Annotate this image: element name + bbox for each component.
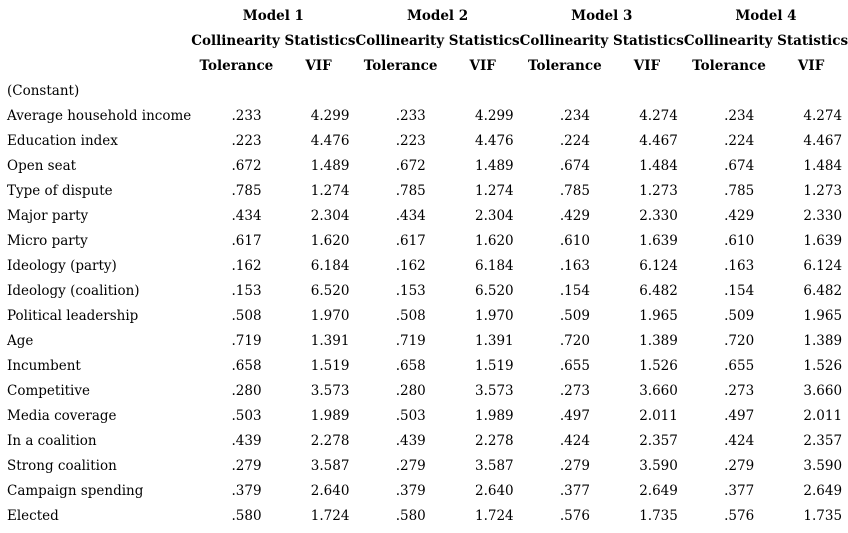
vif-value: 1.989	[310, 408, 350, 424]
tolerance-value: .658	[231, 358, 262, 374]
tolerance-value: .162	[395, 258, 426, 274]
tolerance-value: .273	[559, 383, 590, 399]
vif-value: 2.357	[639, 433, 678, 449]
tolerance-value: .617	[395, 233, 426, 249]
table-row	[0, 404, 848, 429]
tolerance-value: .785	[395, 183, 426, 199]
tolerance-value: .719	[395, 333, 426, 349]
tolerance-header: Tolerance	[527, 58, 602, 74]
variable-label: Average household income	[7, 108, 192, 124]
tolerance-value: .223	[231, 133, 262, 149]
table-row	[0, 154, 848, 179]
vif-value: 2.330	[639, 208, 678, 224]
vif-value	[446, 79, 520, 104]
tolerance-value: .497	[724, 408, 755, 424]
tolerance-value: .234	[724, 108, 755, 124]
vif-value: 4.476	[310, 133, 350, 149]
tolerance-value: .162	[231, 258, 262, 274]
vif-value: 6.520	[310, 283, 350, 299]
tolerance-value: .279	[395, 458, 426, 474]
table-row	[0, 429, 848, 454]
tolerance-value: .720	[559, 333, 590, 349]
model-2-header: Model 2	[406, 8, 469, 24]
table-row	[0, 279, 848, 304]
tolerance-value: .785	[559, 183, 590, 199]
tolerance-value: .223	[395, 133, 426, 149]
table-body	[0, 79, 848, 529]
vif-value: 1.489	[475, 158, 514, 174]
table-row	[0, 379, 848, 404]
tolerance-value	[684, 79, 774, 104]
vif-value: 6.520	[475, 283, 514, 299]
vif-value: 1.391	[475, 333, 514, 349]
tolerance-value: .580	[231, 508, 262, 524]
vif-value: 6.482	[639, 283, 678, 299]
tolerance-value: .163	[724, 258, 755, 274]
variable-label: Incumbent	[7, 358, 81, 374]
vif-value: 4.299	[475, 108, 514, 124]
vif-value: 4.467	[639, 133, 678, 149]
tolerance-value: .434	[231, 208, 262, 224]
vif-value: 4.467	[803, 133, 843, 149]
tolerance-value: .224	[724, 133, 755, 149]
vif-value: 1.989	[475, 408, 514, 424]
vif-header: VIF	[797, 58, 825, 74]
table-row	[0, 229, 848, 254]
vif-value: 1.274	[310, 183, 350, 199]
tolerance-value: .785	[724, 183, 755, 199]
tolerance-value: .279	[231, 458, 262, 474]
tolerance-value: .234	[559, 108, 590, 124]
tolerance-value: .672	[395, 158, 426, 174]
vif-value: 1.526	[803, 358, 843, 374]
variable-label: Type of dispute	[7, 183, 113, 199]
variable-label: Competitive	[7, 383, 90, 399]
tolerance-value: .509	[559, 308, 590, 324]
tolerance-value: .655	[724, 358, 755, 374]
vif-value: 3.587	[475, 458, 514, 474]
table-row	[0, 79, 848, 104]
tolerance-value: .224	[559, 133, 590, 149]
tolerance-value: .429	[724, 208, 755, 224]
table-row	[0, 304, 848, 329]
tolerance-value: .610	[724, 233, 755, 249]
vif-value: 3.590	[639, 458, 678, 474]
tolerance-header: Tolerance	[692, 58, 766, 74]
tolerance-value: .503	[231, 408, 262, 424]
model-header-row	[0, 4, 848, 29]
vif-value: 1.519	[475, 358, 514, 374]
vif-value: 4.299	[310, 108, 350, 124]
tolerance-value: .429	[559, 208, 590, 224]
tolerance-value: .439	[395, 433, 426, 449]
tolerance-value	[355, 79, 445, 104]
vif-value: 6.124	[803, 258, 843, 274]
vif-value: 3.660	[803, 383, 843, 399]
tolerance-value: .434	[395, 208, 426, 224]
tolerance-value: .576	[559, 508, 590, 524]
variable-label: Elected	[7, 508, 59, 524]
vif-value: 1.274	[475, 183, 514, 199]
tolerance-value: .233	[395, 108, 426, 124]
vif-value: 2.278	[310, 433, 350, 449]
vif-value: 6.124	[639, 258, 678, 274]
tolerance-value: .279	[559, 458, 590, 474]
tolerance-value: .720	[724, 333, 755, 349]
vif-value	[774, 79, 848, 104]
tolerance-value: .503	[395, 408, 426, 424]
vif-value: 2.640	[310, 483, 350, 499]
tolerance-value: .153	[231, 283, 262, 299]
table-row	[0, 504, 848, 529]
model-4-header: Model 4	[735, 8, 797, 24]
tolerance-value: .617	[231, 233, 262, 249]
vif-value: 1.639	[803, 233, 843, 249]
variable-label: Strong coalition	[7, 458, 117, 474]
vif-value: 3.587	[310, 458, 350, 474]
tolerance-value: .509	[724, 308, 755, 324]
collinearity-table	[0, 4, 848, 529]
tolerance-value: .280	[395, 383, 426, 399]
vif-value: 1.970	[310, 308, 350, 324]
vif-value: 2.011	[639, 408, 678, 424]
vif-value: 6.184	[475, 258, 514, 274]
vif-value: 1.484	[639, 158, 678, 174]
vif-value: 1.735	[803, 508, 843, 524]
tolerance-value: .279	[724, 458, 755, 474]
tolerance-value: .655	[559, 358, 590, 374]
vif-value: 1.639	[639, 233, 678, 249]
tolerance-value: .379	[395, 483, 426, 499]
tolerance-header: Tolerance	[199, 58, 274, 74]
stat-group-header: Collinearity Statistics	[519, 33, 684, 49]
variable-label: Education index	[7, 133, 118, 149]
variable-label: (Constant)	[7, 83, 80, 99]
vif-value: 1.391	[310, 333, 350, 349]
tolerance-value: .658	[395, 358, 426, 374]
tolerance-value: .153	[395, 283, 426, 299]
tolerance-value: .280	[231, 383, 262, 399]
tolerance-value: .674	[724, 158, 755, 174]
tolerance-value: .674	[559, 158, 590, 174]
vif-header: VIF	[305, 58, 332, 74]
vif-value: 2.011	[803, 408, 843, 424]
vif-value: 4.476	[475, 133, 514, 149]
subheader-row	[0, 54, 848, 79]
tolerance-value: .580	[395, 508, 426, 524]
vif-header: VIF	[469, 58, 496, 74]
variable-label: Ideology (party)	[7, 258, 117, 274]
vif-value: 1.526	[639, 358, 678, 374]
tolerance-value: .424	[724, 433, 755, 449]
tolerance-value: .497	[559, 408, 590, 424]
tolerance-value: .377	[724, 483, 755, 499]
tolerance-value: .154	[559, 283, 590, 299]
table-row	[0, 354, 848, 379]
vif-value: 2.304	[310, 208, 350, 224]
tolerance-value: .154	[724, 283, 755, 299]
vif-value: 1.620	[475, 233, 514, 249]
tolerance-value: .233	[231, 108, 262, 124]
vif-value: 1.965	[639, 308, 678, 324]
tolerance-value: .508	[395, 308, 426, 324]
vif-value: 2.330	[803, 208, 843, 224]
vif-value: 2.640	[475, 483, 514, 499]
tolerance-value: .719	[231, 333, 262, 349]
variable-label: Campaign spending	[7, 483, 144, 499]
vif-value: 1.484	[803, 158, 843, 174]
variable-label: Micro party	[7, 233, 88, 249]
vif-value: 3.660	[639, 383, 678, 399]
table-row	[0, 454, 848, 479]
vif-value: 1.724	[475, 508, 514, 524]
vif-value: 1.735	[639, 508, 678, 524]
table-row	[0, 479, 848, 504]
vif-value: 4.274	[803, 108, 843, 124]
vif-value: 6.184	[310, 258, 350, 274]
variable-label: In a coalition	[7, 433, 97, 449]
model-1-header: Model 1	[242, 8, 304, 24]
vif-value	[282, 79, 356, 104]
vif-value: 1.273	[639, 183, 678, 199]
tolerance-value: .439	[231, 433, 262, 449]
tolerance-value: .163	[559, 258, 590, 274]
stat-group-header-row	[0, 29, 848, 54]
stat-group-header: Collinearity Statistics	[355, 33, 520, 49]
vif-value: 3.573	[310, 383, 350, 399]
vif-value: 2.649	[639, 483, 678, 499]
table-row	[0, 104, 848, 129]
table-row	[0, 204, 848, 229]
tolerance-value	[191, 79, 281, 104]
variable-label: Age	[7, 333, 34, 349]
tolerance-value: .508	[231, 308, 262, 324]
corner-cell	[0, 4, 191, 29]
corner-cell	[0, 29, 191, 54]
stat-group-header: Collinearity Statistics	[683, 33, 848, 49]
vif-value: 2.649	[803, 483, 843, 499]
vif-value	[610, 79, 684, 104]
tolerance-header: Tolerance	[363, 58, 438, 74]
table-row	[0, 254, 848, 279]
table-row	[0, 129, 848, 154]
vif-value: 3.573	[475, 383, 514, 399]
tolerance-value: .785	[231, 183, 262, 199]
stat-group-header: Collinearity Statistics	[191, 33, 356, 49]
vif-value: 4.274	[639, 108, 678, 124]
model-3-header: Model 3	[571, 8, 633, 24]
vif-value: 2.357	[803, 433, 843, 449]
corner-cell	[0, 54, 191, 79]
table-row	[0, 329, 848, 354]
vif-value: 2.304	[475, 208, 514, 224]
tolerance-value: .576	[724, 508, 755, 524]
vif-header: VIF	[633, 58, 661, 74]
variable-label: Media coverage	[7, 408, 117, 424]
variable-label: Major party	[7, 208, 89, 224]
variable-label: Ideology (coalition)	[7, 283, 140, 299]
vif-value: 1.389	[639, 333, 678, 349]
vif-value: 1.389	[803, 333, 843, 349]
tolerance-value	[520, 79, 610, 104]
vif-value: 1.970	[475, 308, 514, 324]
vif-value: 1.273	[803, 183, 843, 199]
vif-value: 2.278	[475, 433, 514, 449]
vif-value: 1.489	[310, 158, 350, 174]
vif-value: 1.724	[310, 508, 350, 524]
vif-value: 3.590	[803, 458, 843, 474]
vif-value: 6.482	[803, 283, 843, 299]
tolerance-value: .273	[724, 383, 755, 399]
variable-label: Political leadership	[7, 308, 139, 324]
table-row	[0, 179, 848, 204]
tolerance-value: .379	[231, 483, 262, 499]
tolerance-value: .672	[231, 158, 262, 174]
tolerance-value: .377	[559, 483, 590, 499]
vif-value: 1.519	[310, 358, 350, 374]
variable-label: Open seat	[7, 158, 77, 174]
tolerance-value: .610	[559, 233, 590, 249]
tolerance-value: .424	[559, 433, 590, 449]
vif-value: 1.965	[803, 308, 843, 324]
vif-value: 1.620	[310, 233, 350, 249]
